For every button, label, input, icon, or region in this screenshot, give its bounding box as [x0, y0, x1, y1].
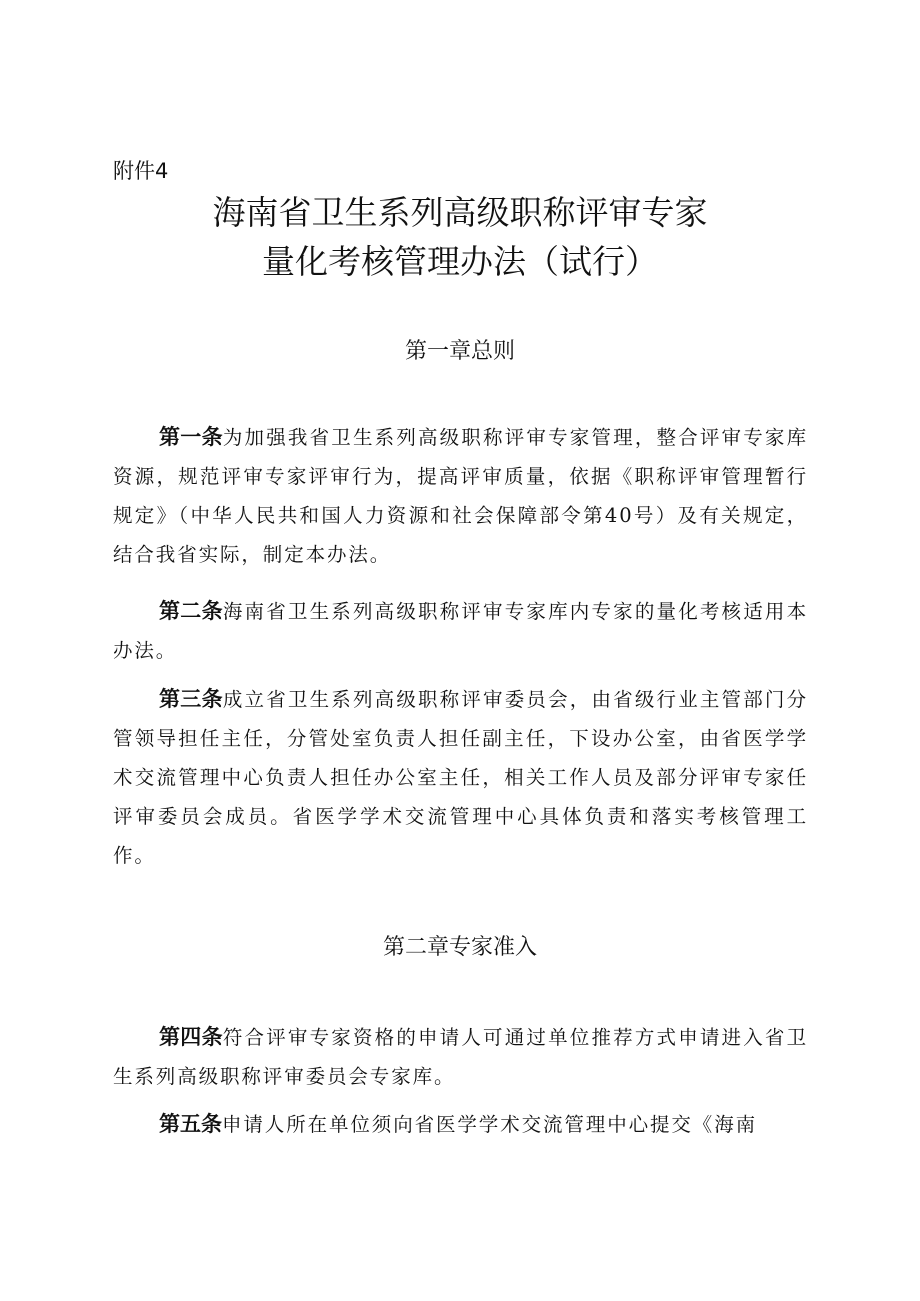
- article-paragraph: [113, 592, 808, 670]
- attachment-label: 附件4: [113, 159, 169, 183]
- article-label: 第三条: [159, 687, 223, 711]
- article-paragraph: [113, 1105, 808, 1144]
- article-text: 为加强我省卫生系列高级职称评审专家管理，整合评审专家库资源，规范评审专家评审行为，提高评审质量，依据《职称评审管理暂行规定》（中华人民共和国人力资源和社会保障部令第40号）及有关规定，结合我省实际，制定本办法。: [113, 426, 809, 566]
- article-paragraph: [113, 680, 808, 875]
- article-label: 第一条: [159, 425, 223, 449]
- document-title-line-2: 量化考核管理办法（试行）: [262, 242, 658, 281]
- article-text: 申请人所在单位须向省医学学术交流管理中心提交《海南: [222, 1113, 758, 1136]
- article-label: 第五条: [159, 1112, 222, 1136]
- article-text: 成立省卫生系列高级职称评审委员会，由省级行业主管部门分管领导担任主任，分管处室负责人担任副主任，下设办公室，由省医学学术交流管理中心负责人担任办公室主任，相关工作人员及部分评审专家任评审委员会成员。省医学学术交流管理中心具体负责和落实考核管理工作。: [113, 688, 809, 867]
- document-title-line-1: 海南省卫生系列高级职称评审专家: [212, 193, 708, 232]
- article-text: 海南省卫生系列高级职称评审专家库内专家的量化考核适用本办法。: [113, 600, 809, 662]
- article-label: 第二条: [159, 599, 223, 623]
- article-label: 第四条: [159, 1025, 223, 1049]
- article-text: 符合评审专家资格的申请人可通过单位推荐方式申请进入省卫生系列高级职称评审委员会专家库。: [113, 1026, 809, 1088]
- chapter-heading: 第一章总则: [404, 339, 515, 364]
- chapter-heading: 第二章专家准入: [382, 935, 537, 960]
- article-paragraph: [113, 1018, 808, 1096]
- article-paragraph: [113, 418, 808, 574]
